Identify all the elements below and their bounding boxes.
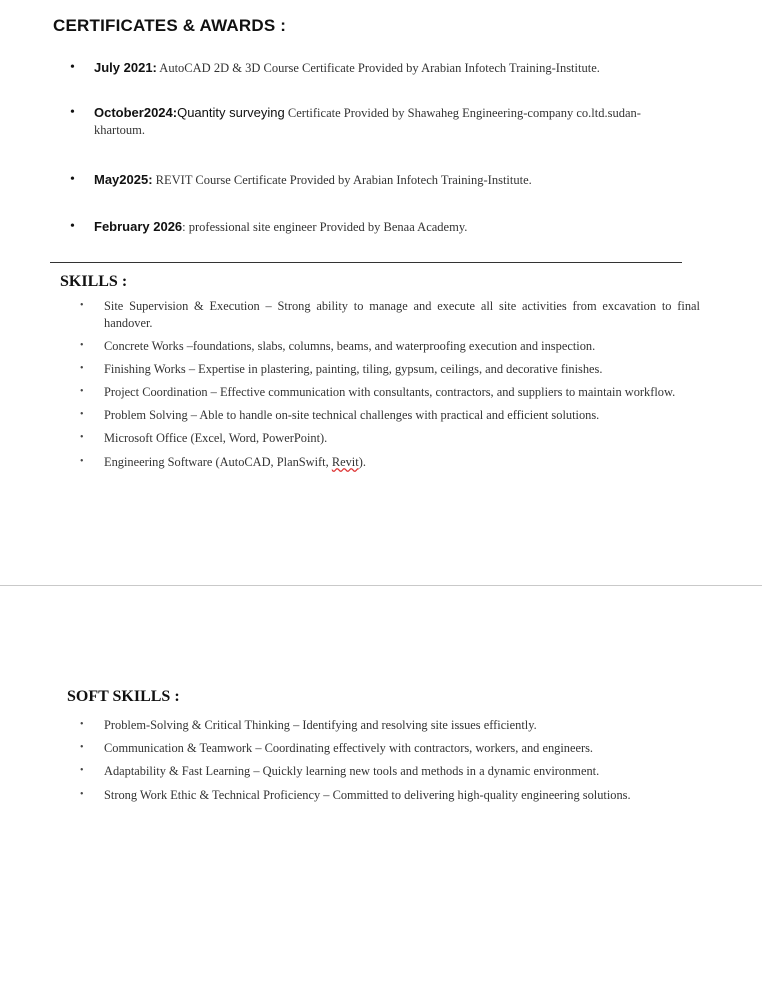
skill-text: Finishing Works – Expertise in plastering, painting, tiling, gypsum, ceilings, and decorative finishes.	[104, 361, 603, 376]
bullet: •	[70, 219, 75, 234]
soft-skills-list	[80, 717, 700, 803]
skills-heading: SKILLS :	[60, 273, 128, 290]
soft-skill-text: Strong Work Ethic & Technical Proficiency – Committed to delivering high-quality engineering solutions.	[104, 787, 631, 802]
bullet: •	[80, 765, 84, 776]
list-item	[80, 763, 700, 780]
skill-text	[104, 455, 366, 469]
certificate-item	[70, 218, 700, 236]
bullet: •	[80, 455, 84, 467]
bullet: •	[80, 300, 84, 311]
list-item	[80, 454, 700, 471]
skill-text: Project Coordination – Effective communication with consultants, contractors, and suppliers to maintain workflow.	[104, 385, 676, 399]
soft-skill-text: Problem-Solving & Critical Thinking – Identifying and resolving site issues efficiently.	[104, 718, 537, 732]
certificate-text: AutoCAD 2D & 3D Course Certificate Provided by Arabian Infotech Training-Institute.	[156, 61, 600, 75]
certificate-date: May2025:	[94, 172, 153, 187]
list-item	[80, 740, 700, 757]
bullet: •	[80, 362, 84, 374]
skill-text-suffix: ).	[358, 454, 366, 469]
bullet: •	[80, 432, 84, 443]
list-item	[80, 787, 700, 804]
bullet: •	[70, 172, 75, 187]
skills-list	[80, 298, 700, 470]
certificate-text: REVIT Course Certificate Provided by Arabian Infotech Training-Institute.	[152, 173, 532, 187]
certificate-item	[70, 171, 700, 189]
soft-skill-text: Communication & Teamwork – Coordinating effectively with contractors, workers, and engineers.	[104, 740, 594, 755]
certificate-item	[70, 104, 700, 139]
bullet: •	[80, 408, 84, 420]
soft-skills-heading: SOFT SKILLS :	[67, 688, 180, 705]
bullet: •	[80, 719, 84, 730]
skill-text: Problem Solving – Able to handle on-site technical challenges with practical and efficient solutions.	[104, 407, 600, 422]
certificate-date: July 2021:	[94, 60, 157, 75]
certificate-date: October2024:	[94, 105, 178, 120]
soft-skill-text: Adaptability & Fast Learning – Quickly learning new tools and methods in a dynamic environment.	[104, 764, 600, 778]
bullet: •	[80, 741, 84, 753]
certificate-label: Quantity surveying	[177, 105, 285, 120]
certificates-heading: CERTIFICATES & AWARDS :	[53, 16, 287, 35]
bullet: •	[70, 60, 75, 75]
page-break	[0, 585, 762, 586]
list-item	[80, 384, 700, 401]
list-item	[80, 430, 700, 447]
skill-text-prefix: Engineering Software (AutoCAD, PlanSwift,	[104, 454, 332, 469]
list-item	[80, 338, 700, 355]
certificate-text-continued: khartoum.	[94, 123, 146, 137]
bullet: •	[70, 105, 75, 120]
list-item	[80, 361, 700, 378]
skill-text: Concrete Works –foundations, slabs, columns, beams, and waterproofing execution and inspection.	[104, 339, 596, 353]
bullet: •	[80, 340, 84, 351]
list-item	[80, 407, 700, 424]
certificate-item	[70, 59, 700, 77]
skill-text: Microsoft Office (Excel, Word, PowerPoint).	[104, 431, 328, 445]
bullet: •	[80, 788, 84, 800]
certificate-text: : professional site engineer Provided by Benaa Academy.	[182, 220, 468, 234]
list-item	[80, 298, 700, 331]
list-item	[80, 717, 700, 734]
certificate-text: Certificate Provided by Shawaheg Engineering-company co.ltd.sudan-	[284, 106, 641, 120]
skill-text: Site Supervision & Execution – Strong ability to manage and execute all site activities from excavation to final handover.	[104, 299, 700, 330]
section-divider	[50, 262, 682, 263]
misspelled-word[interactable]: Revit	[331, 454, 359, 469]
certificate-date: February 2026	[94, 219, 183, 234]
bullet: •	[80, 386, 84, 397]
